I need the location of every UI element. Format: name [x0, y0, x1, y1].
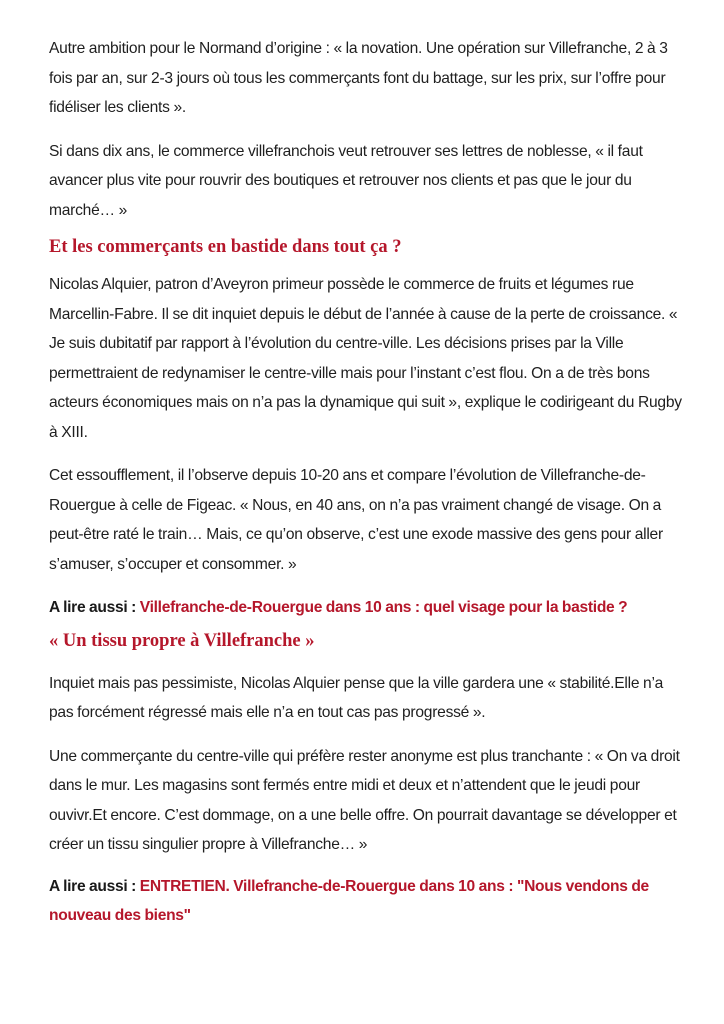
read-more-1: [49, 593, 684, 623]
read-more-link-quel-visage[interactable]: Villefranche-de-Rouergue dans 10 ans : quel visage pour la bastide ?: [139, 599, 628, 616]
read-more-2: [49, 872, 684, 931]
paragraph-lettres-de-noblesse: Si dans dix ans, le commerce villefranchois veut retrouver ses lettres de noblesse, « il faut avancer plus vite pour rouvrir des boutiques et retrouver nos clients et pas que le jour du marché… »: [49, 142, 643, 219]
subheading-commercants-bastide: Et les commerçants en bastide dans tout ça ?: [49, 237, 402, 257]
paragraph-novation: Autre ambition pour le Normand d’origine : « la novation. Une opération sur Villefranche, 2 à 3 fois par an, sur 2-3 jours où tous les commerçants font du battage, sur les prix, sur l’offre pour fidéliser les clients ».: [49, 40, 668, 116]
read-more-link-entretien[interactable]: ENTRETIEN. Villefranche-de-Rouergue dans 10 ans : "Nous vendons de nouveau des biens": [49, 877, 649, 924]
paragraph-essoufflement: Cet essoufflement, il l’observe depuis 10-20 ans et compare l’évolution de Villefranche-de-Rouergue à celle de Figeac. « Nous, en 40 ans, on n’a pas vraiment changé de visage. On a peut-être raté le train… Mais, ce qu’on observe, c’est une exode massive des gens pour aller s’amuser, s’occuper et consommer. »: [49, 467, 663, 573]
paragraph-nicolas-alquier: Nicolas Alquier, patron d’Aveyron primeur possède le commerce de fruits et légumes rue Marcellin-Fabre. Il se dit inquiet depuis le début de l’année à cause de la perte de croissance. « Je suis dubitatif par rapport à l’évolution du centre-ville. Les décisions prises par la Ville permettraient de redynamiser le centre-ville mais pour l’instant c’est flou. On a de très bons acteurs économiques mais on n’a pas la dynamique qui suit », explique le codirigeant du Rugby à XIII.: [49, 276, 682, 441]
read-more-label: A lire aussi :: [49, 877, 140, 895]
subheading-tissu-propre: « Un tissu propre à Villefranche »: [49, 630, 315, 651]
read-more-label: A lire aussi :: [49, 599, 140, 616]
paragraph-commercante-anonyme: Une commerçante du centre-ville qui préfère rester anonyme est plus tranchante : « On va droit dans le mur. Les magasins sont fermés entre midi et deux et n’attendent que le jeudi pour ouvivr.Et encore. C’est dommage, on a une belle offre. On pourrait davantage se développer et créer un tissu singulier propre à Villefranche… »: [49, 747, 680, 853]
paragraph-stabilite: Inquiet mais pas pessimiste, Nicolas Alquier pense que la ville gardera une « stabilité.Elle n’a pas forcément régressé mais elle n’a en tout cas pas progressé ».: [49, 674, 664, 721]
article-body: [49, 34, 684, 945]
